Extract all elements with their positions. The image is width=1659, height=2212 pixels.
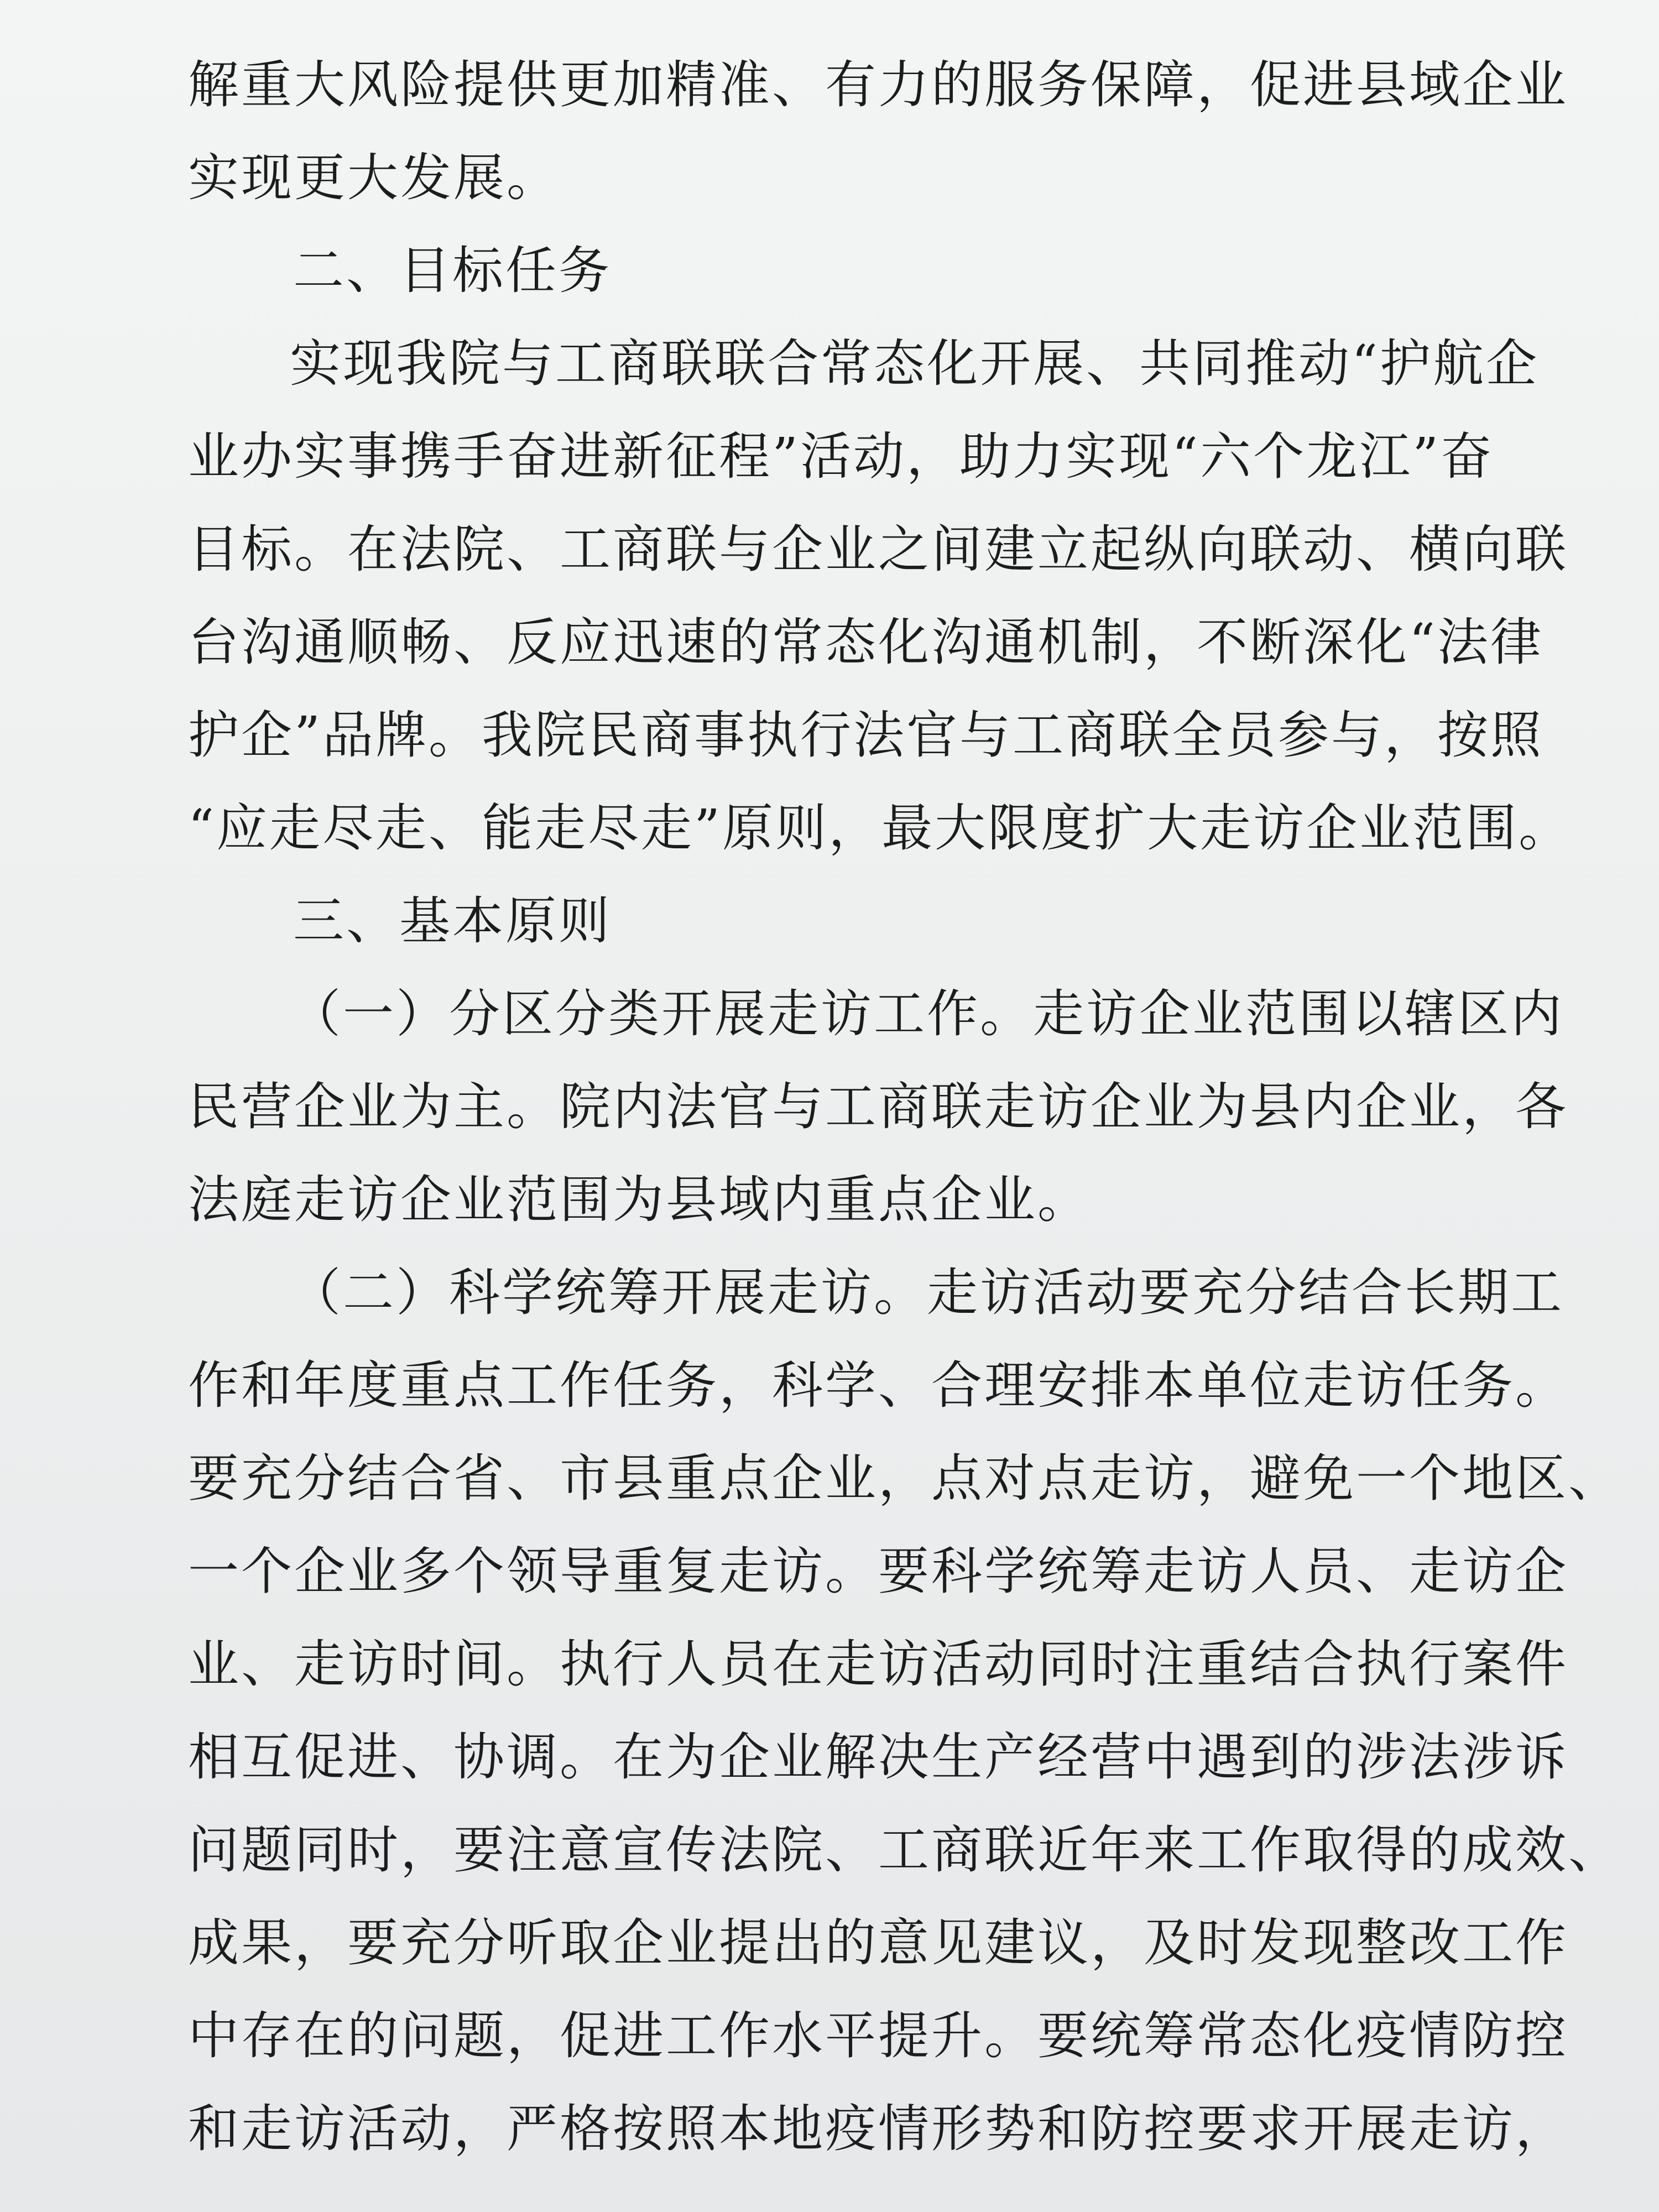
text-line: 业办实事携手奋进新征程”活动，助力实现“六个龙江”奋 <box>188 427 1494 486</box>
text-line: 要充分结合省、市县重点企业，点对点走访，避免一个地区、 <box>188 1449 1622 1508</box>
text-line: 中存在的问题，促进工作水平提升。要统筹常态化疫情防控 <box>188 2006 1569 2065</box>
section-heading: 二、目标任务 <box>293 241 612 300</box>
text-line: 问题同时，要注意宣传法院、工商联近年来工作取得的成效、 <box>188 1820 1622 1880</box>
section-heading: 三、基本原则 <box>293 891 612 951</box>
text-line: 相互促进、协调。在为企业解决生产经营中遇到的涉法涉诉 <box>188 1728 1569 1787</box>
text-line: 民营企业为主。院内法官与工商联走访企业为县内企业，各 <box>188 1077 1569 1136</box>
text-line: 法庭走访企业范围为县域内重点企业。 <box>188 1170 1091 1229</box>
text-line: 目标。在法院、工商联与企业之间建立起纵向联动、横向联 <box>188 520 1569 579</box>
text-line: 作和年度重点工作任务，科学、合理安排本单位走访任务。 <box>188 1356 1569 1415</box>
text-line: 和走访活动，严格按照本地疫情形势和防控要求开展走访， <box>188 2099 1569 2158</box>
text-line: 台沟通顺畅、反应迅速的常态化沟通机制，不断深化“法律 <box>188 613 1544 672</box>
text-line: 一个企业多个领导重复走访。要科学统筹走访人员、走访企 <box>188 1542 1569 1601</box>
paragraph-start-line: （一）分区分类开展走访工作。走访企业范围以辖区内 <box>290 984 1564 1044</box>
paragraph-start-line: （二）科学统筹开展走访。走访活动要充分结合长期工 <box>290 1263 1564 1322</box>
text-line: “应走尽走、能走尽走”原则，最大限度扩大走访企业范围。 <box>188 799 1572 858</box>
text-line: 成果，要充分听取企业提出的意见建议，及时发现整改工作 <box>188 1913 1569 1973</box>
text-line: 业、走访时间。执行人员在走访活动同时注重结合执行案件 <box>188 1635 1569 1694</box>
paragraph-start-line: 实现我院与工商联联合常态化开展、共同推动“护航企 <box>290 334 1540 393</box>
body-text <box>188 39 1622 2176</box>
text-line: 护企”品牌。我院民商事执行法官与工商联全员参与，按照 <box>188 706 1544 765</box>
text-line: 实现更大发展。 <box>188 148 560 207</box>
text-line: 解重大风险提供更加精准、有力的服务保障，促进县域企业 <box>188 55 1569 114</box>
